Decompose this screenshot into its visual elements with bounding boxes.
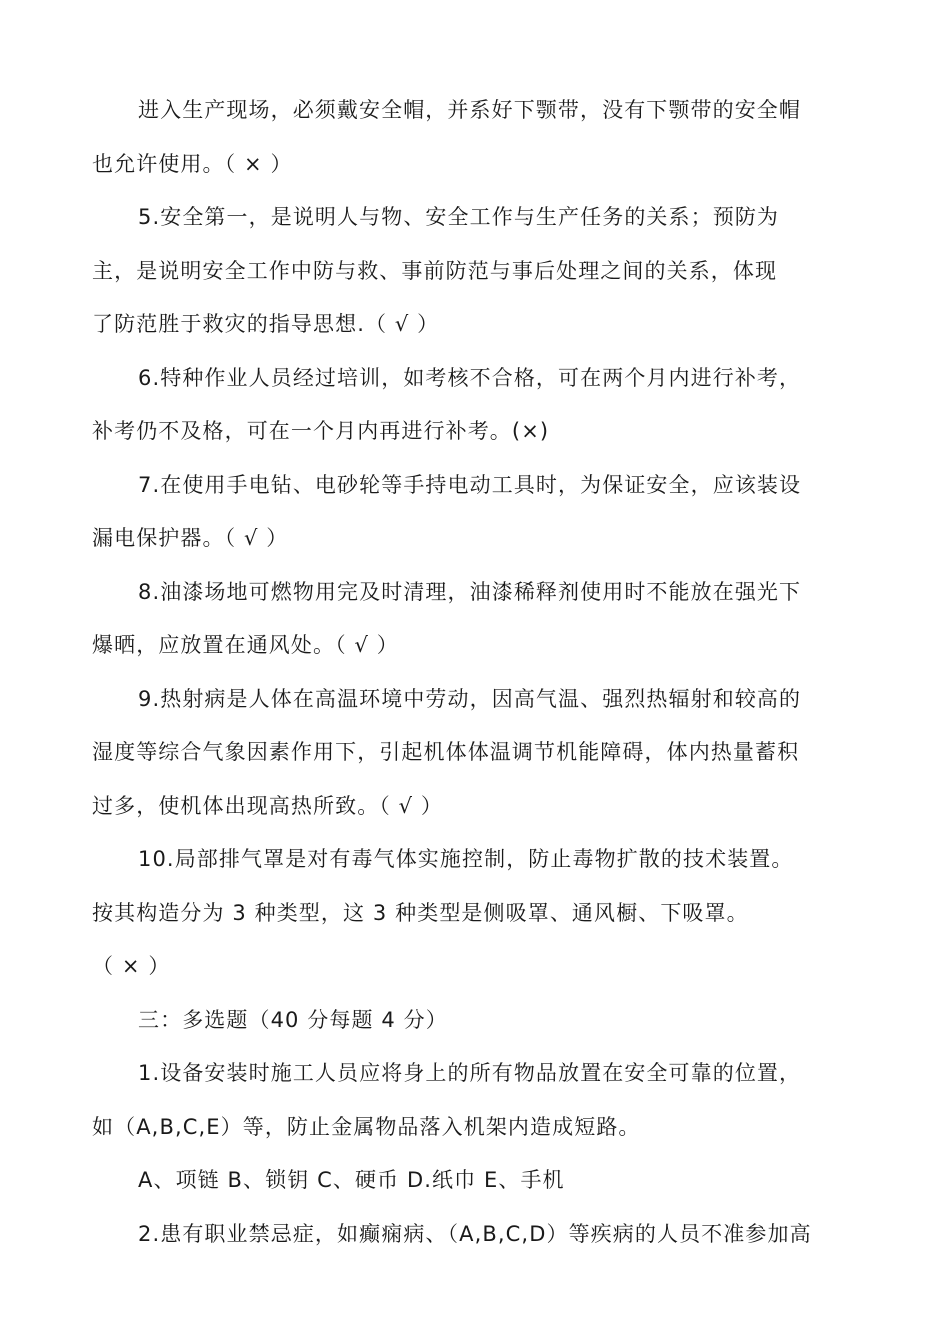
text-line: 5.安全第一，是说明人与物、安全工作与生产任务的关系；预防为 (138, 205, 780, 229)
text-line: 7.在使用手电钻、电砂轮等手持电动工具时，为保证安全，应该装设 (138, 472, 802, 497)
text-line: 主，是说明安全工作中防与救、事前防范与事后处理之间的关系，体现 (92, 258, 778, 283)
text-line: （ × ） (92, 954, 171, 978)
text-line: 爆晒，应放置在通风处。（ √ ） (92, 633, 399, 657)
text-line: 2.患有职业禁忌症，如癫痫病、（A,B,C,D）等疾病的人员不准参加高 (138, 1221, 812, 1246)
text-line: 10.局部排气罩是对有毒气体实施控制，防止毒物扩散的技术装置。 (138, 847, 794, 871)
text-line: 补考仍不及格，可在一个月内再进行补考。(×) (92, 419, 550, 443)
text-line: 也允许使用。（ × ） (92, 151, 293, 176)
text-line: 1.设备安装时施工人员应将身上的所有物品放置在安全可靠的位置， (138, 1061, 802, 1085)
text-line: 了防范胜于救灾的指导思想.（ √ ） (92, 312, 440, 336)
text-line: 湿度等综合气象因素作用下，引起机体体温调节机能障碍，体内热量蓄积 (92, 740, 800, 764)
text-line: 进入生产现场，必须戴安全帽，并系好下颚带，没有下颚带的安全帽 (138, 98, 801, 122)
section-heading: 三：多选题（40 分每题 4 分） (138, 1007, 448, 1032)
text-line: 漏电保护器。（ √ ） (92, 526, 289, 550)
text-line: 过多，使机体出现高热所致。（ √ ） (92, 793, 444, 818)
text-line: 如（A,B,C,E）等，防止金属物品落入机架内造成短路。 (92, 1114, 641, 1139)
text-line: 9.热射病是人体在高温环境中劳动，因高气温、强烈热辐射和较高的 (138, 686, 802, 711)
answer-options: A、项链 B、锁钥 C、硬币 D.纸巾 E、手机 (138, 1168, 565, 1192)
text-line: 按其构造分为 3 种类型，这 3 种类型是侧吸罩、通风橱、下吸罩。 (92, 900, 749, 925)
text-line: 6.特种作业人员经过培训，如考核不合格，可在两个月内进行补考， (138, 365, 802, 390)
document-body (92, 84, 862, 1261)
text-line: 8.油漆场地可燃物用完及时清理，油漆稀释剂使用时不能放在强光下 (138, 579, 802, 604)
